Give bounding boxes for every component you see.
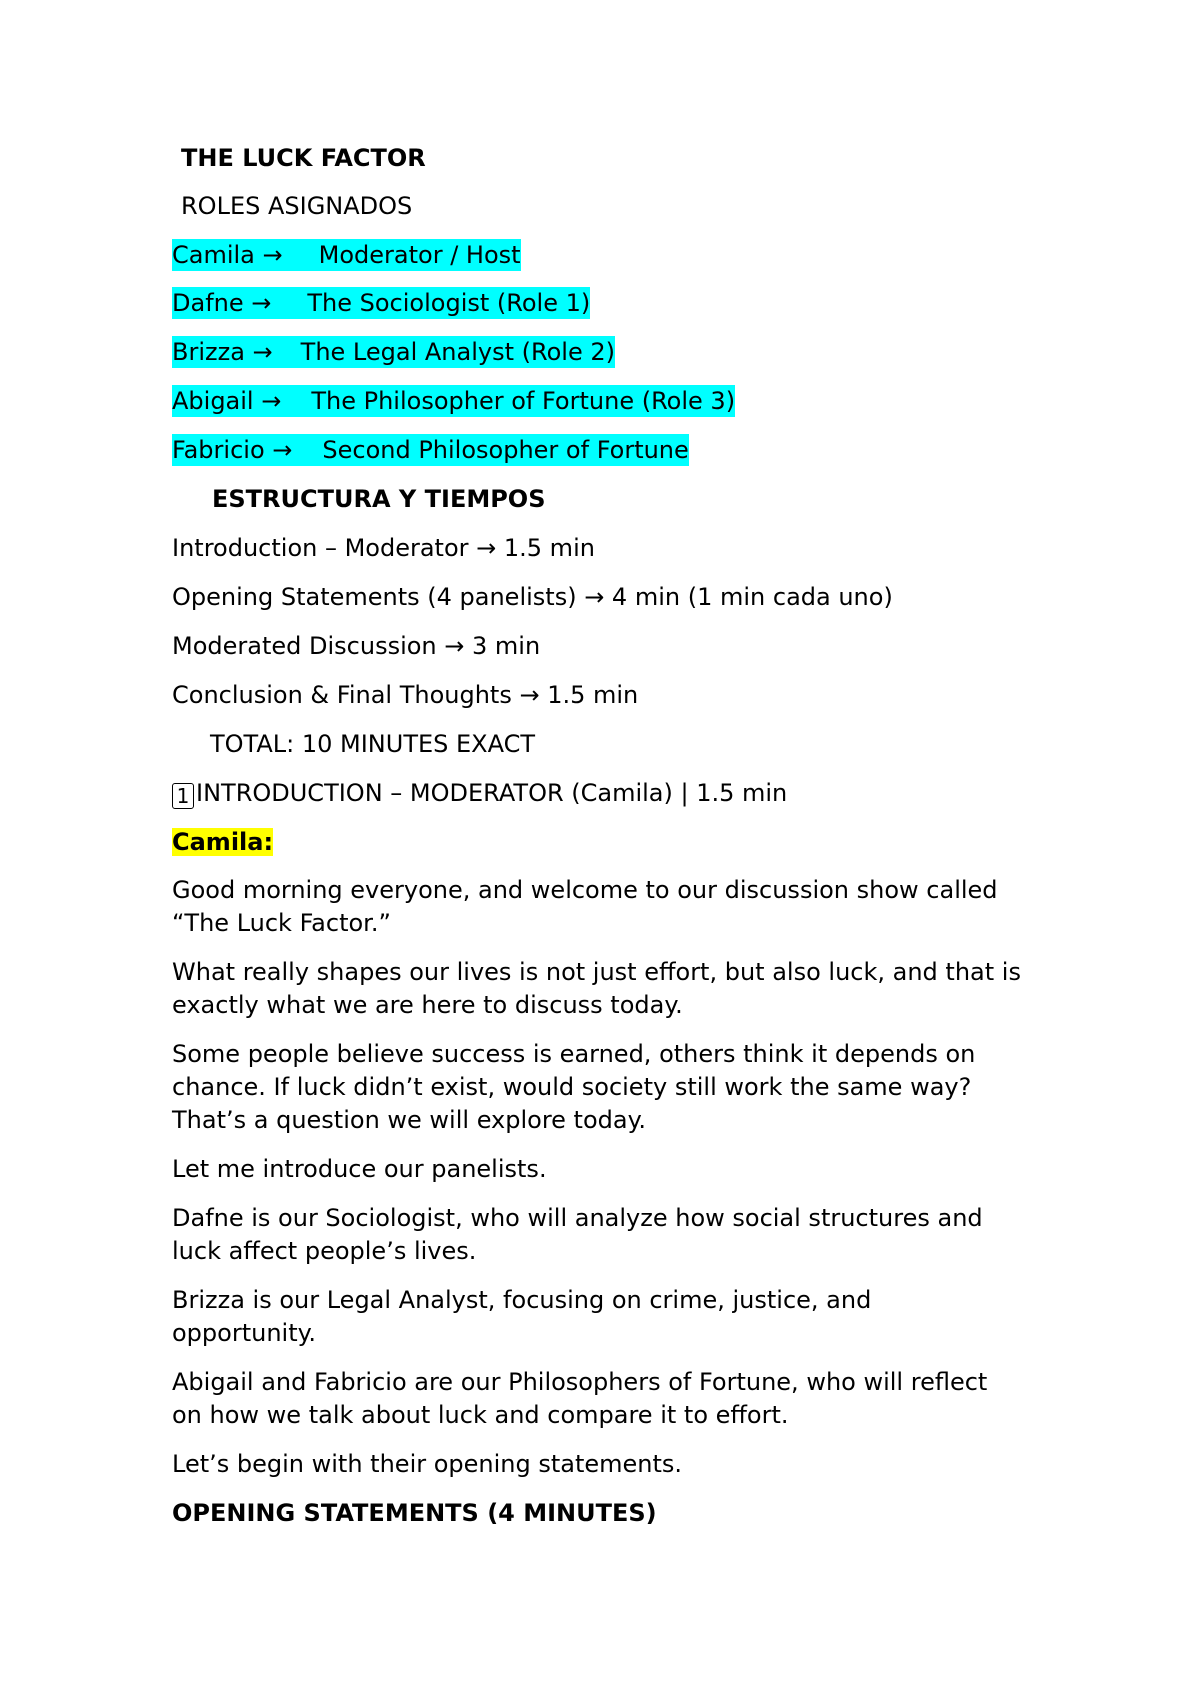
role-line-camila bbox=[172, 239, 521, 271]
paragraph-line: Let’s begin with their opening statements. bbox=[172, 1450, 683, 1478]
role-person-name: Abigail bbox=[172, 387, 254, 415]
speaker-label bbox=[172, 826, 273, 858]
paragraph bbox=[172, 1284, 1052, 1350]
role-title: The Legal Analyst (Role 2) bbox=[300, 338, 615, 366]
paragraph-line: What really shapes our lives is not just effort, but also luck, and that is bbox=[172, 958, 1021, 986]
role-title: Second Philosopher of Fortune bbox=[322, 436, 689, 464]
paragraph bbox=[172, 1448, 1052, 1481]
paragraph-line: opportunity. bbox=[172, 1319, 317, 1347]
paragraph-line: on how we talk about luck and compare it to effort. bbox=[172, 1401, 789, 1429]
role-arrow: → bbox=[251, 289, 272, 317]
paragraph-line: exactly what we are here to discuss today. bbox=[172, 991, 683, 1019]
total-time: TOTAL: 10 MINUTES EXACT bbox=[210, 730, 536, 758]
role-title: The Philosopher of Fortune (Role 3) bbox=[311, 387, 736, 415]
paragraph-line: “The Luck Factor.” bbox=[172, 909, 391, 937]
role-person-name: Dafne bbox=[172, 289, 244, 317]
paragraph-line: Abigail and Fabricio are our Philosophers of Fortune, who will reflect bbox=[172, 1368, 988, 1396]
structure-item: Conclusion & Final Thoughts → 1.5 min bbox=[172, 681, 639, 709]
paragraph-line: Let me introduce our panelists. bbox=[172, 1155, 547, 1183]
paragraph bbox=[172, 1153, 1052, 1186]
paragraph-line: luck affect people’s lives. bbox=[172, 1237, 477, 1265]
paragraph-line: Good morning everyone, and welcome to our discussion show called bbox=[172, 876, 998, 904]
paragraph-line: Brizza is our Legal Analyst, focusing on crime, justice, and bbox=[172, 1286, 872, 1314]
section2-heading: OPENING STATEMENTS (4 MINUTES) bbox=[172, 1499, 657, 1527]
role-arrow: → bbox=[272, 436, 293, 464]
role-line-abigail bbox=[172, 385, 735, 417]
role-line-brizza bbox=[172, 336, 615, 368]
section1-heading-text: INTRODUCTION – MODERATOR (Camila) | 1.5 min bbox=[196, 779, 788, 807]
paragraph-line: Dafne is our Sociologist, who will analyze how social structures and bbox=[172, 1204, 983, 1232]
role-arrow: → bbox=[252, 338, 273, 366]
paragraph bbox=[172, 1038, 1052, 1137]
role-arrow: → bbox=[262, 241, 283, 269]
structure-item: Moderated Discussion → 3 min bbox=[172, 632, 541, 660]
speaker-name: Camila: bbox=[172, 828, 274, 856]
structure-item: Opening Statements (4 panelists) → 4 min (1 min cada uno) bbox=[172, 583, 893, 611]
document-title: THE LUCK FACTOR bbox=[181, 144, 426, 172]
role-title: Moderator / Host bbox=[318, 241, 521, 269]
paragraph bbox=[172, 1366, 1052, 1432]
paragraph-line: That’s a question we will explore today. bbox=[172, 1106, 646, 1134]
role-person-name: Fabricio bbox=[172, 436, 265, 464]
role-person-name: Brizza bbox=[172, 338, 245, 366]
section1-heading bbox=[172, 777, 787, 809]
role-title: The Sociologist (Role 1) bbox=[307, 289, 591, 317]
paragraph-line: Some people believe success is earned, others think it depends on bbox=[172, 1040, 976, 1068]
section-number-badge: 1 bbox=[172, 783, 194, 809]
paragraph bbox=[172, 1202, 1052, 1268]
role-line-fabricio bbox=[172, 434, 689, 466]
paragraph bbox=[172, 956, 1052, 1022]
structure-heading: ESTRUCTURA Y TIEMPOS bbox=[212, 485, 546, 513]
role-arrow: → bbox=[261, 387, 282, 415]
structure-item: Introduction – Moderator → 1.5 min bbox=[172, 534, 595, 562]
role-line-dafne bbox=[172, 287, 590, 319]
role-person-name: Camila bbox=[172, 241, 255, 269]
roles-heading: ROLES ASIGNADOS bbox=[181, 192, 413, 220]
paragraph-line: chance. If luck didn’t exist, would society still work the same way? bbox=[172, 1073, 972, 1101]
paragraph bbox=[172, 874, 1052, 940]
